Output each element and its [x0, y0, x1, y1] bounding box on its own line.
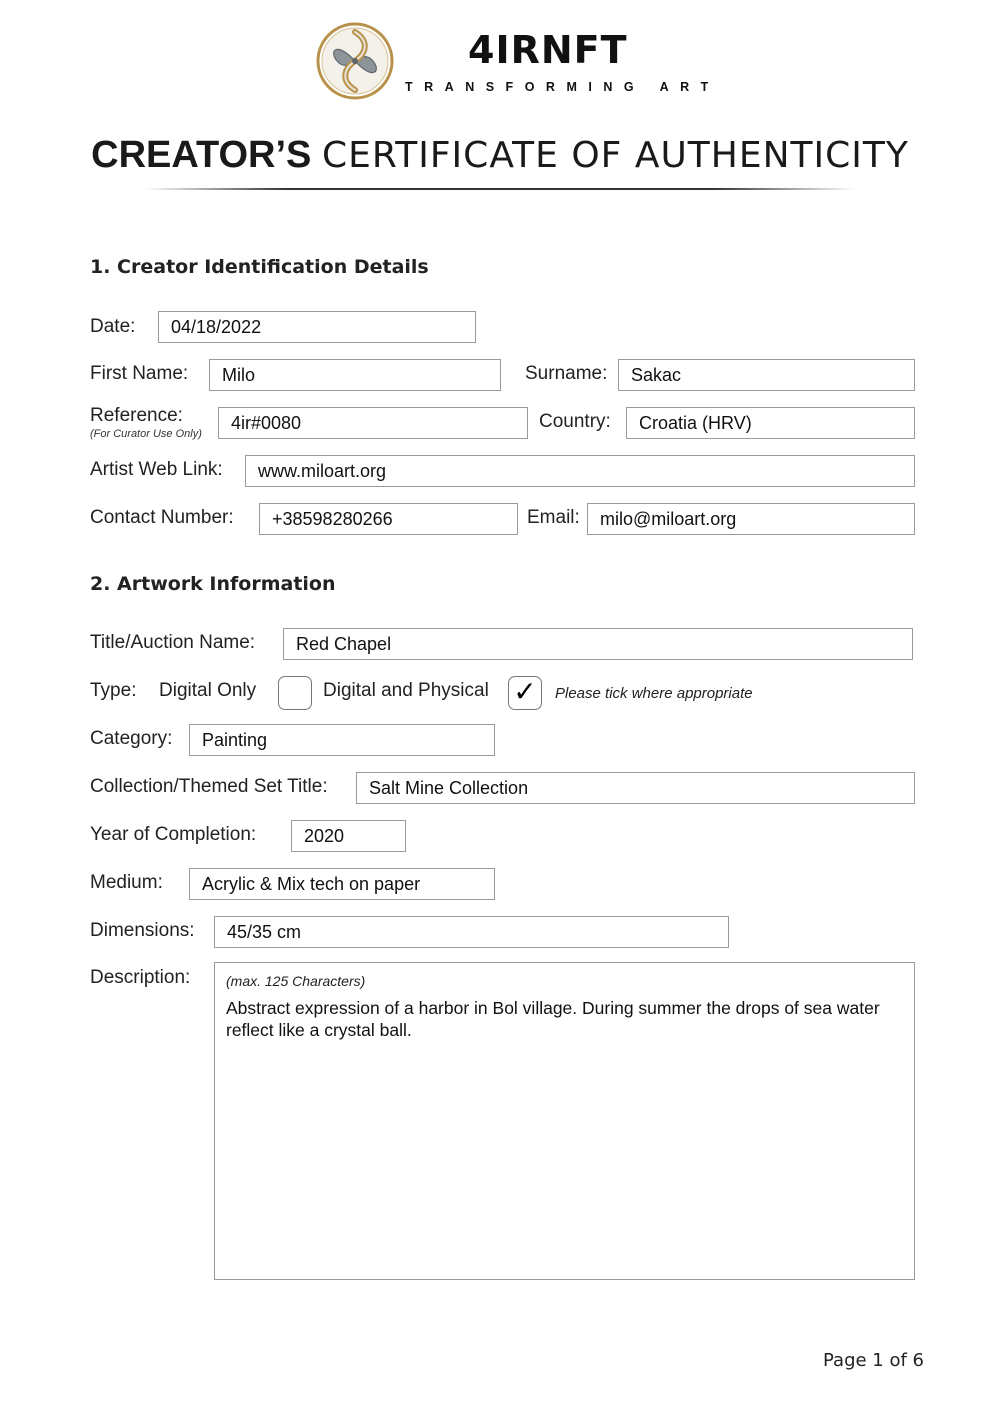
surname-label: Surname: — [525, 363, 608, 384]
country-field[interactable]: Croatia (HRV) — [626, 407, 915, 439]
date-field[interactable]: 04/18/2022 — [158, 311, 476, 343]
dimensions-field[interactable]: 45/35 cm — [214, 916, 729, 948]
description-textarea[interactable] — [214, 962, 915, 1280]
collection-field[interactable]: Salt Mine Collection — [356, 772, 915, 804]
title-field[interactable]: Red Chapel — [283, 628, 913, 660]
title-label: Title/Auction Name: — [90, 632, 256, 653]
type-digital-only-label: Digital Only — [159, 680, 257, 701]
checkmark-icon: ✓ — [513, 675, 537, 708]
date-label: Date: — [90, 316, 136, 337]
title-divider — [145, 188, 855, 190]
contact-number-label: Contact Number: — [90, 507, 234, 528]
reference-label: Reference: — [90, 405, 183, 426]
category-label: Category: — [90, 728, 173, 749]
brand-logo-icon — [316, 22, 394, 100]
surname-field[interactable]: Sakac — [618, 359, 915, 391]
type-digital-physical-label: Digital and Physical — [323, 680, 489, 701]
email-field[interactable]: milo@miloart.org — [587, 503, 915, 535]
description-text: Abstract expression of a harbor in Bol village. During summer the drops of sea water reflect like a crystal ball. — [226, 998, 880, 1040]
contact-number-field[interactable]: +38598280266 — [259, 503, 518, 535]
first-name-field[interactable]: Milo — [209, 359, 501, 391]
type-label: Type: — [90, 680, 137, 701]
year-label: Year of Completion: — [90, 824, 257, 845]
digital-physical-checkbox[interactable] — [508, 676, 542, 710]
web-link-field[interactable]: www.miloart.org — [245, 455, 915, 487]
medium-label: Medium: — [90, 872, 163, 893]
category-field[interactable]: Painting — [189, 724, 495, 756]
brand-name: 4IRNFT — [468, 28, 628, 72]
title-bold: CREATOR’S — [91, 134, 312, 176]
medium-field[interactable]: Acrylic & Mix tech on paper — [189, 868, 495, 900]
email-label: Email: — [527, 507, 580, 528]
dimensions-label: Dimensions: — [90, 920, 195, 941]
page-title — [0, 134, 1000, 177]
page-number: Page 1 of 6 — [823, 1350, 924, 1371]
section-heading-artwork: 2. Artwork Information — [90, 573, 336, 595]
title-rest: CERTIFICATE OF AUTHENTICITY — [321, 135, 909, 176]
year-field[interactable]: 2020 — [291, 820, 406, 852]
reference-field[interactable]: 4ir#0080 — [218, 407, 528, 439]
section-heading-creator: 1. Creator Identification Details — [90, 256, 429, 278]
reference-note: (For Curator Use Only) — [90, 428, 202, 440]
description-label: Description: — [90, 967, 191, 988]
country-label: Country: — [539, 411, 611, 432]
collection-label: Collection/Themed Set Title: — [90, 776, 328, 797]
type-hint: Please tick where appropriate — [555, 685, 753, 702]
digital-only-checkbox[interactable] — [278, 676, 312, 710]
web-link-label: Artist Web Link: — [90, 459, 223, 480]
first-name-label: First Name: — [90, 363, 189, 384]
description-hint: (max. 125 Characters) — [226, 973, 366, 989]
brand-tagline: TRANSFORMING ART — [405, 80, 720, 94]
